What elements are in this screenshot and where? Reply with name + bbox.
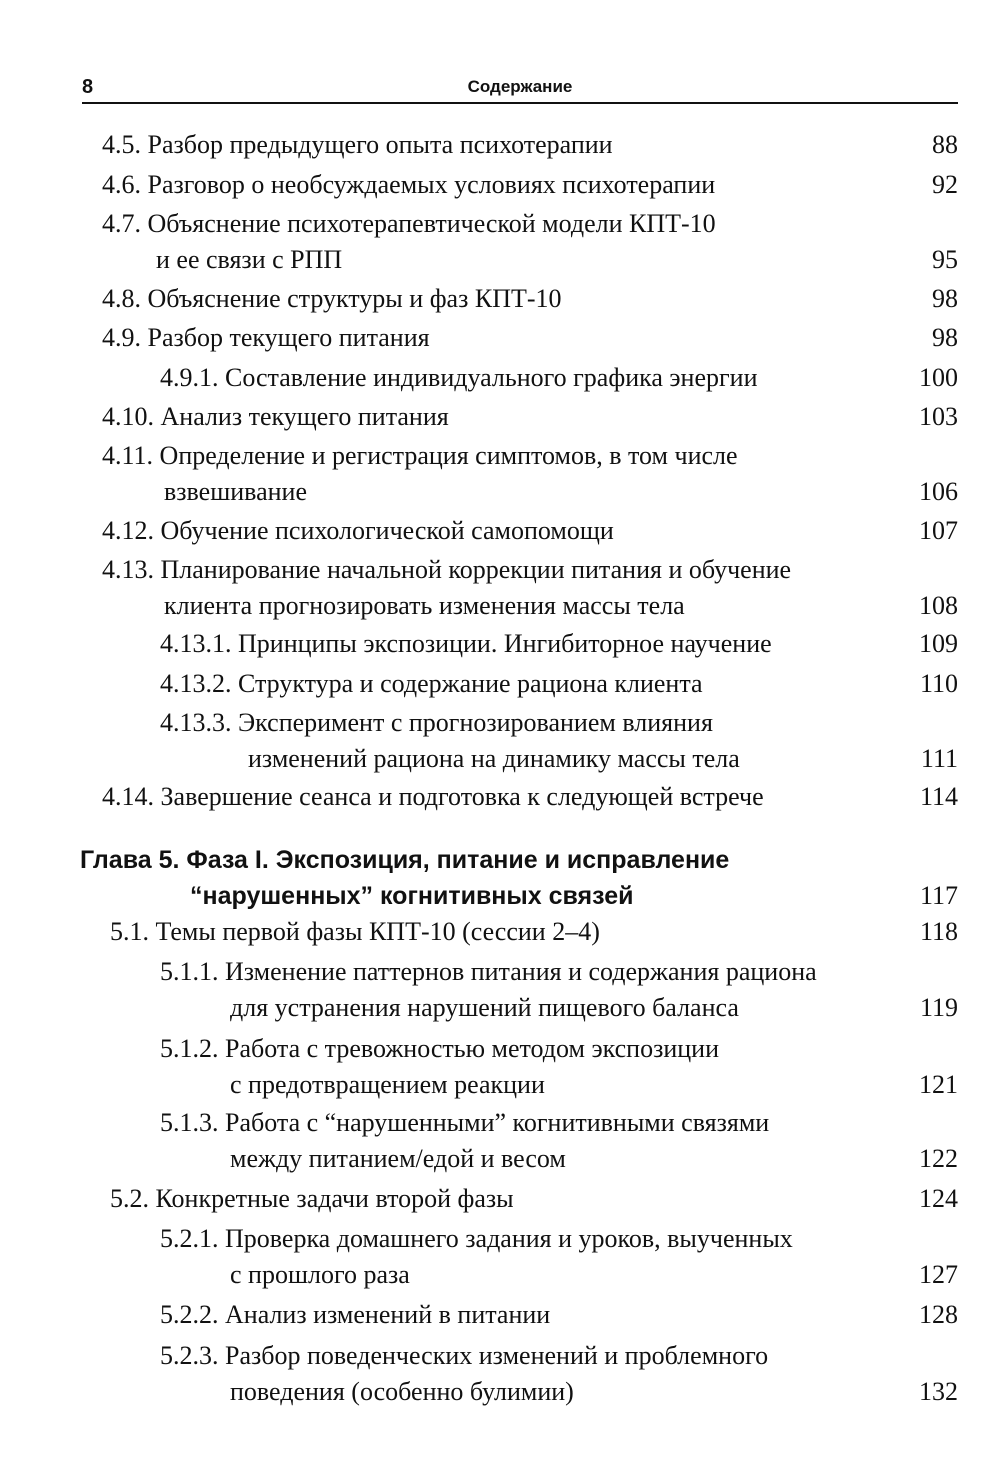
toc-entry: [160, 954, 958, 1026]
entry-page: 103: [919, 402, 958, 431]
entry-number: 4.13.: [102, 555, 154, 584]
entry-number: 4.7.: [102, 209, 141, 238]
toc-chapter-entry: [80, 842, 958, 914]
entry-number: 4.13.3.: [160, 708, 232, 737]
entry-title: Темы первой фазы КПТ-10 (сессии 2–4): [155, 917, 600, 946]
entry-title: Определение и регистрация симптомов, в том числе: [159, 441, 738, 470]
entry-number: 5.1.3.: [160, 1108, 219, 1137]
entry-title-continued: изменений рациона на динамику массы тела: [248, 744, 740, 773]
entry-number: 4.14.: [102, 782, 154, 811]
entry-number: 4.5.: [102, 130, 141, 159]
entry-title: Работа с тревожностью методом экспозиции: [225, 1034, 719, 1063]
entry-title: Планирование начальной коррекции питания и обучение: [160, 555, 792, 584]
entry-page: 100: [919, 363, 958, 392]
entry-page: 95: [932, 245, 958, 274]
entry-page: 127: [919, 1260, 958, 1289]
entry-title: Составление индивидуального графика энергии: [225, 363, 758, 392]
entry-title-continued: между питанием/едой и весом: [230, 1144, 566, 1173]
entry-title-continued: с предотвращением реакции: [230, 1070, 545, 1099]
chapter-title: Фаза I. Экспозиция, питание и исправление: [186, 846, 730, 874]
entry-number: 5.1.: [110, 917, 149, 946]
toc-entry: [102, 206, 958, 278]
entry-number: 5.2.1.: [160, 1224, 219, 1253]
entry-number: 4.9.1.: [160, 363, 219, 392]
entry-number: 4.13.1.: [160, 629, 232, 658]
toc-entry: [102, 399, 958, 435]
running-header: [82, 74, 958, 104]
toc-entry: [160, 360, 958, 396]
entry-title: Изменение паттернов питания и содержания рациона: [225, 957, 817, 986]
entry-page: 98: [932, 284, 958, 313]
entry-page: 122: [919, 1144, 958, 1173]
toc-entry: [160, 705, 958, 777]
entry-page: 92: [932, 170, 958, 199]
entry-page: 110: [919, 669, 958, 698]
toc-entry: [102, 167, 958, 203]
header-title: Содержание: [467, 77, 573, 96]
entry-title-continued: поведения (особенно булимии): [230, 1377, 574, 1406]
chapter-title-continued: “нарушенных” когнитивных связей: [190, 882, 634, 910]
toc-entry: [102, 513, 958, 549]
entry-page: 107: [919, 516, 958, 545]
entry-page: 109: [919, 629, 958, 658]
entry-title: Конкретные задачи второй фазы: [155, 1184, 514, 1213]
entry-number: 4.9.: [102, 323, 141, 352]
entry-title: Анализ текущего питания: [160, 402, 449, 431]
toc-entry: [160, 1221, 958, 1293]
entry-number: 4.11.: [102, 441, 154, 470]
toc-entry: [102, 779, 958, 815]
entry-number: 5.2.: [110, 1184, 149, 1213]
entry-page: 117: [919, 881, 958, 910]
entry-page: 88: [932, 130, 958, 159]
entry-number: 4.8.: [102, 284, 141, 313]
entry-title: Завершение сеанса и подготовка к следующей встрече: [160, 782, 764, 811]
entry-title: Обучение психологической самопомощи: [160, 516, 614, 545]
entry-title: Анализ изменений в питании: [225, 1300, 551, 1329]
toc-entry: [102, 552, 958, 624]
chapter-number: Глава 5.: [80, 846, 180, 874]
toc-entry: [102, 320, 958, 356]
entry-number: 4.13.2.: [160, 669, 232, 698]
toc-entry: [160, 626, 958, 662]
entry-page: 121: [919, 1070, 958, 1099]
entry-title: Разбор текущего питания: [147, 323, 430, 352]
toc-entry: [160, 666, 958, 702]
entry-title-continued: для устранения нарушений пищевого баланса: [230, 993, 739, 1022]
entry-number: 4.12.: [102, 516, 154, 545]
entry-page: 124: [919, 1184, 958, 1213]
entry-number: 5.2.2.: [160, 1300, 219, 1329]
entry-number: 5.2.3.: [160, 1341, 219, 1370]
toc-entry: [160, 1297, 958, 1333]
entry-title: Разбор предыдущего опыта психотерапии: [147, 130, 613, 159]
entry-page: 128: [919, 1300, 958, 1329]
entry-page: 108: [919, 591, 958, 620]
entry-title: Эксперимент с прогнозированием влияния: [238, 708, 713, 737]
entry-title: Проверка домашнего задания и уроков, выученных: [225, 1224, 793, 1253]
entry-number: 4.10.: [102, 402, 154, 431]
entry-number: 4.6.: [102, 170, 141, 199]
entry-page: 118: [919, 917, 958, 946]
page-number: 8: [82, 76, 94, 98]
entry-title-continued: и ее связи с РПП: [156, 245, 343, 274]
entry-title: Объяснение психотерапевтической модели КПТ-10: [147, 209, 716, 238]
entry-number: 5.1.2.: [160, 1034, 219, 1063]
toc-entry: [102, 127, 958, 163]
entry-page: 132: [919, 1377, 958, 1406]
entry-page: 119: [919, 993, 958, 1022]
entry-title: Разговор о необсуждаемых условиях психотерапии: [147, 170, 716, 199]
entry-title-continued: взвешивание: [164, 477, 307, 506]
toc-entry: [110, 1181, 958, 1217]
toc-entry: [110, 914, 958, 950]
entry-page: 111: [920, 744, 958, 773]
toc-entry: [160, 1338, 958, 1410]
entry-title-continued: с прошлого раза: [230, 1260, 410, 1289]
entry-title: Структура и содержание рациона клиента: [238, 669, 703, 698]
entry-title-continued: клиента прогнозировать изменения массы тела: [164, 591, 685, 620]
toc-entry: [102, 438, 958, 510]
entry-page: 114: [919, 782, 958, 811]
toc-entry: [102, 281, 958, 317]
entry-page: 106: [919, 477, 958, 506]
entry-number: 5.1.1.: [160, 957, 219, 986]
entry-title: Работа с “нарушенными” когнитивными связями: [225, 1108, 770, 1137]
entry-title: Принципы экспозиции. Ингибиторное научение: [238, 629, 772, 658]
toc-entry: [160, 1031, 958, 1103]
toc-entry: [160, 1105, 958, 1177]
entry-title: Объяснение структуры и фаз КПТ-10: [147, 284, 562, 313]
entry-title: Разбор поведенческих изменений и проблемного: [225, 1341, 769, 1370]
entry-page: 98: [932, 323, 958, 352]
